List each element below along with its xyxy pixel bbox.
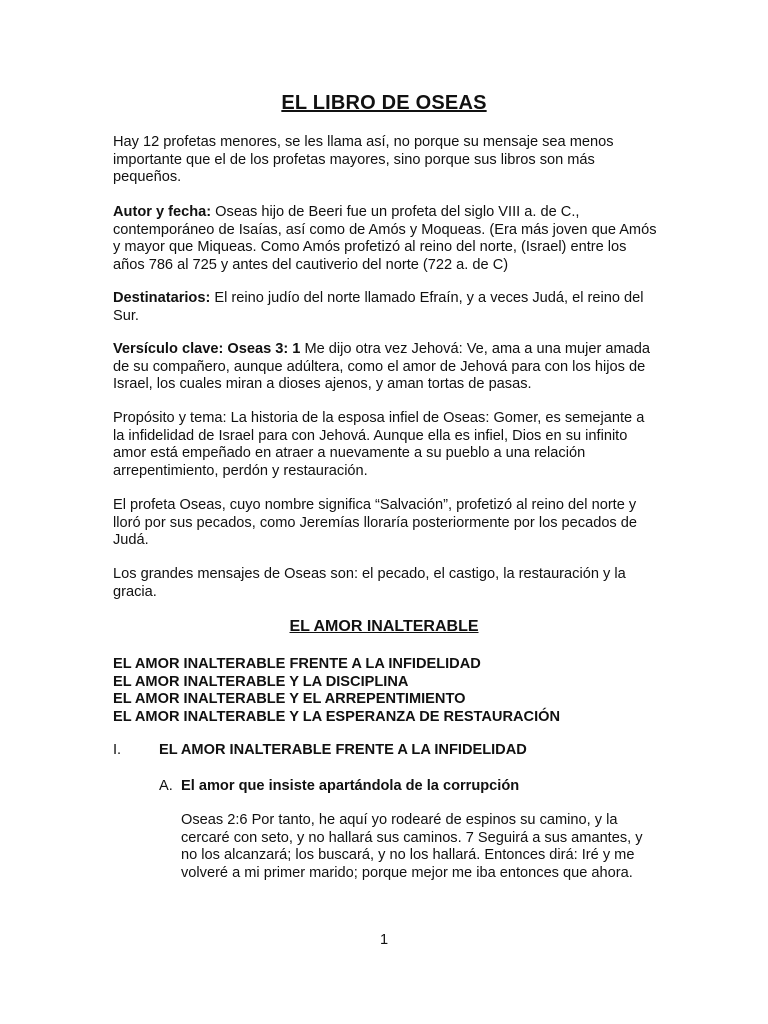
intro-paragraph: Hay 12 profetas menores, se les llama así, no porque su mensaje sea menos importante que el de los profetas mayores, sino porque sus libros son más pequeños.	[113, 134, 614, 185]
document-title: EL LIBRO DE OSEAS	[281, 92, 487, 114]
destinatarios-paragraph	[113, 290, 658, 325]
outline-item: EL AMOR INALTERABLE Y LA DISCIPLINA	[113, 673, 409, 690]
versiculo-paragraph	[113, 341, 658, 394]
proposito-paragraph: Propósito y tema: La historia de la esposa infiel de Oseas: Gomer, es semejante a la infidelidad de Israel para con Jehová. Aunque ella es infiel, Dios en su infinito amor está empeñado en atraer a nuevamente a su pueblo a una relación arrepentimiento, perdón y restauración.	[113, 410, 645, 479]
point-a-title: El amor que insiste apartándola de la corrupción	[181, 778, 520, 794]
point-a-letter: A.	[159, 778, 173, 794]
autor-label: Autor y fecha:	[113, 204, 212, 220]
profeta-paragraph: El profeta Oseas, cuyo nombre significa “Salvación”, profetizó al reino del norte y lloró por sus pecados, como Jeremías lloraría posteriormente por los pecados de Judá.	[113, 497, 638, 548]
mensajes-paragraph: Los grandes mensajes de Oseas son: el pecado, el castigo, la restauración y la gracia.	[113, 566, 626, 600]
point-one-title: EL AMOR INALTERABLE FRENTE A LA INFIDELIDAD	[159, 742, 527, 758]
autor-paragraph	[113, 204, 658, 274]
page-number: 1	[379, 932, 389, 948]
outline-item: EL AMOR INALTERABLE Y LA ESPERANZA DE RESTAURACIÓN	[113, 708, 561, 725]
autor-text: Oseas hijo de Beeri fue un profeta del siglo VIII a. de C., contemporáneo de Isaías, así como de Amós y Moqueas. (Era más joven que Amós y mayor que Miqueas. Como Amós profetizó al reino del norte, (Israel) entre los años 786 al 725 y antes del cautiverio del norte (722 a. de C)	[113, 204, 657, 273]
destinatarios-label: Destinatarios:	[113, 290, 211, 306]
destinatarios-text: El reino judío del norte llamado Efraín, y a veces Judá, el reino del Sur.	[113, 290, 644, 324]
outline-list	[113, 656, 560, 726]
outline-item: EL AMOR INALTERABLE FRENTE A LA INFIDELIDAD	[113, 656, 481, 672]
section-title: EL AMOR INALTERABLE	[289, 618, 479, 635]
outline-item: EL AMOR INALTERABLE Y EL ARREPENTIMIENTO	[113, 691, 466, 707]
versiculo-label: Versículo clave: Oseas 3: 1	[113, 341, 301, 357]
point-one-number: I.	[113, 742, 122, 758]
scripture-quote: Oseas 2:6 Por tanto, he aquí yo rodearé de espinos su camino, y la cercaré con seto, y no hallará sus caminos. 7 Seguirá a sus amantes, y no los alcanzará; los buscará, y no los hallará. Entonces dirá: Iré y me volveré a mi primer marido; porque mejor me iba entonces que ahora.	[181, 812, 643, 881]
versiculo-text: Me dijo otra vez Jehová: Ve, ama a una mujer amada de su compañero, aunque adúltera, como el amor de Jehová para con los hijos de Israel, los cuales miran a dioses ajenos, y aman tortas de pasas.	[113, 341, 651, 392]
